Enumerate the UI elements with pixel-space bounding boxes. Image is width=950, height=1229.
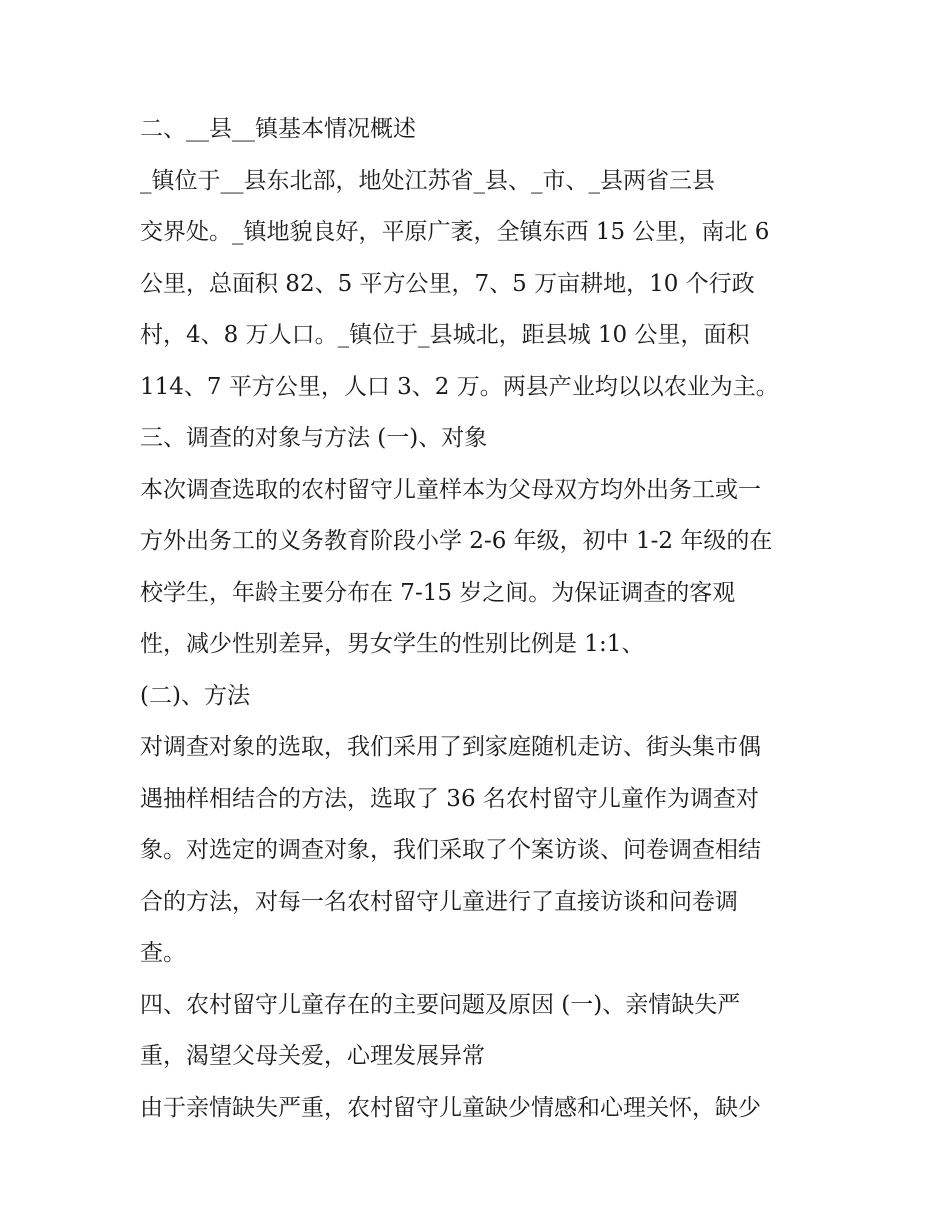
paragraph-line: 查。 (140, 940, 186, 966)
paragraph-line: 114、7 平方公里，人口 3、2 万。两县产业均以以农业为主。 (140, 373, 779, 400)
paragraph-line: 遇抽样相结合的方法，选取了 36 名农村留守儿童作为调查对 (140, 785, 759, 812)
paragraph-line: 合的方法，对每一名农村留守儿童进行了直接访谈和问卷调 (140, 888, 738, 915)
paragraph-line: _镇位于__县东北部，地处江苏省_县、_市、_县两省三县 (140, 167, 715, 194)
paragraph-line: 本次调查选取的农村留守儿童样本为父母双方均外出务工或一 (140, 476, 761, 503)
paragraph-line: 对调查对象的选取，我们采用了到家庭随机走访、街头集市偶 (140, 734, 761, 760)
paragraph-line: 由于亲情缺失严重，农村留守儿童缺少情感和心理关怀，缺少 (140, 1094, 761, 1121)
section-heading-4-continued: 重，渴望父母关爱，心理发展异常 (140, 1043, 485, 1069)
section-heading-2: 二、__县__镇基本情况概述 (140, 116, 416, 142)
paragraph-line: 交界处。_镇地貌良好，平原广袤，全镇东西 15 公里，南北 6 (140, 219, 770, 245)
paragraph-line: 校学生，年龄主要分布在 7-15 岁之间。为保证调查的客观 (140, 579, 736, 606)
paragraph-line: 公里，总面积 82、5 平方公里，7、5 万亩耕地，10 个行政 (140, 270, 755, 297)
paragraph-line: 村，4、8 万人口。_镇位于_县城北，距县城 10 公里，面积 (140, 322, 750, 348)
paragraph-line: 性，减少性别差异，男女学生的性别比例是 1:1、 (140, 631, 645, 657)
section-heading-4: 四、农村留守儿童存在的主要问题及原因 (一)、亲情缺失严 (140, 991, 741, 1018)
subsection-heading-methods: (二)、方法 (140, 682, 250, 709)
section-heading-3: 三、调查的对象与方法 (一)、对象 (140, 425, 488, 451)
paragraph-line: 象。对选定的调查对象，我们采取了个案访谈、问卷调查相结 (140, 837, 761, 863)
paragraph-line: 方外出务工的义务教育阶段小学 2-6 年级，初中 1-2 年级的在 (140, 528, 773, 554)
document-body (140, 104, 815, 1134)
